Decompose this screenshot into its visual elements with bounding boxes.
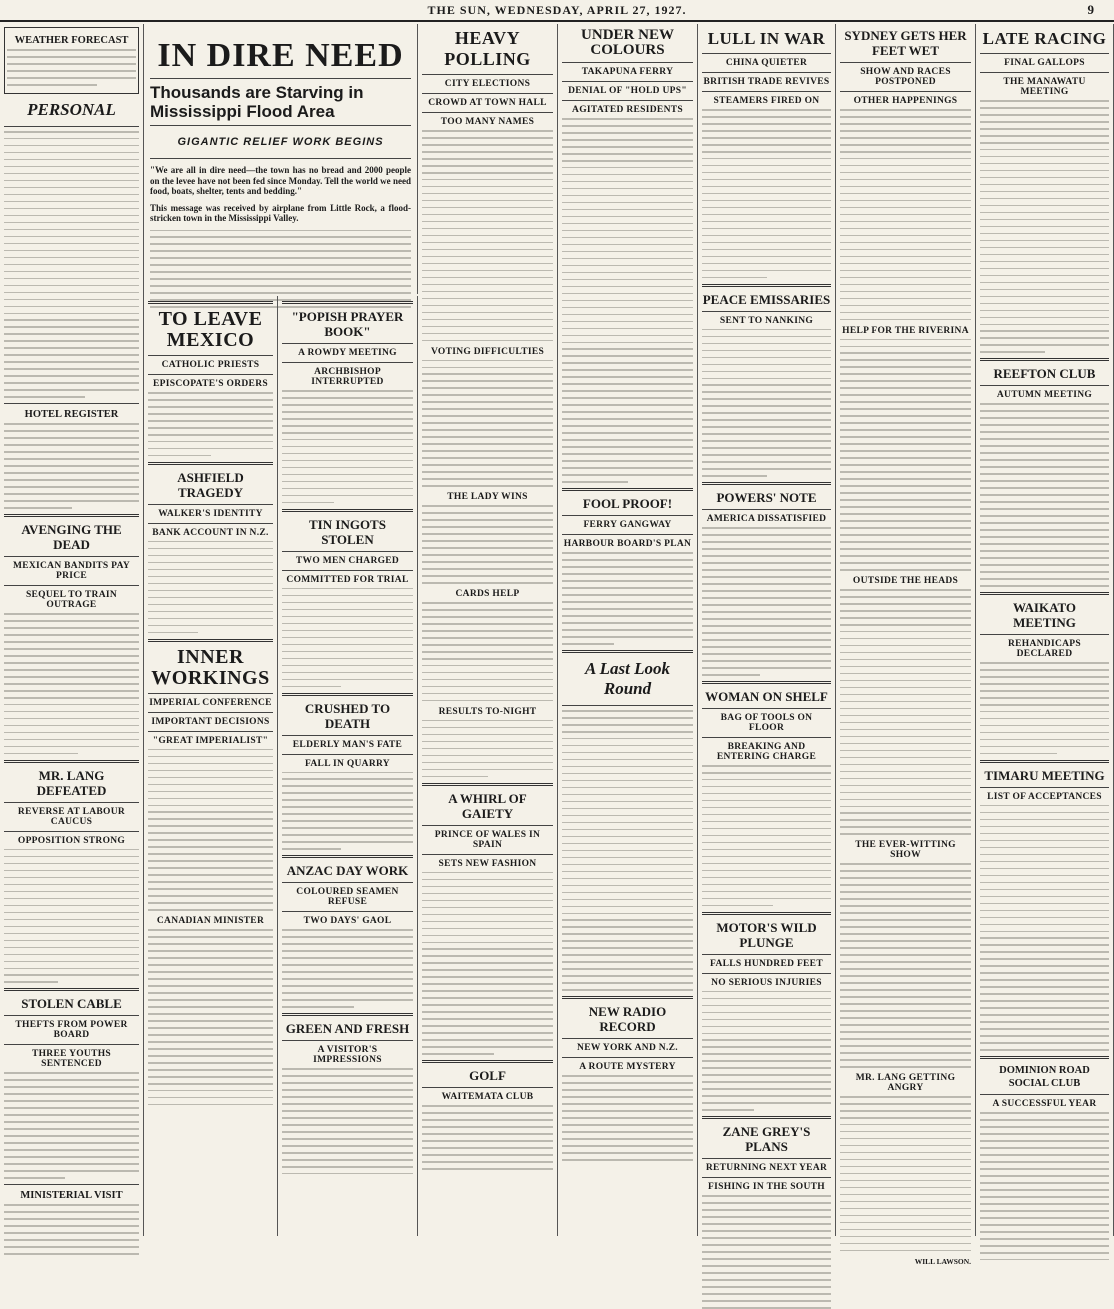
- golf-text: [422, 1105, 553, 1169]
- avenging-text: [4, 613, 139, 754]
- lady-text: [422, 505, 553, 583]
- paper-dateline: THE SUN, WEDNESDAY, APRIL 27, 1927.: [427, 3, 687, 17]
- tin-deck-1: TWO MEN CHARGED: [295, 555, 400, 566]
- racing-headline: LATE RACING: [982, 29, 1107, 48]
- lull-text: [702, 109, 831, 278]
- tin-deck-2: COMMITTED FOR TRIAL: [286, 574, 409, 585]
- popish-deck-1: A ROWDY MEETING: [298, 348, 397, 358]
- dominion-headline: DOMINION ROAD SOCIAL CLUB: [999, 1065, 1090, 1090]
- woman-headline: WOMAN ON SHELF: [705, 688, 828, 704]
- polling-text: [422, 130, 553, 341]
- fool-deck-2: HARBOUR BOARD'S PLAN: [563, 539, 692, 550]
- column-5: [558, 24, 698, 1236]
- anzac-text: [282, 929, 413, 1007]
- fool-headline: FOOL PROOF!: [582, 496, 673, 512]
- racing-deck-2: THE MANAWATU MEETING: [1003, 77, 1086, 97]
- lang-deck-1: REVERSE AT LABOUR CAUCUS: [17, 806, 126, 827]
- ashfield-deck-1: WALKER'S IDENTITY: [158, 508, 263, 519]
- voting-text: [422, 360, 553, 487]
- weather-box: [4, 27, 139, 94]
- results-subhead: RESULTS TO-NIGHT: [438, 706, 537, 717]
- everything-subhead: THE EVER-WITTING SHOW: [855, 840, 956, 861]
- cards-text: [422, 602, 553, 701]
- crushed-headline: CRUSHED TO DEATH: [304, 700, 391, 731]
- anzac-deck-2: TWO DAYS' GAOL: [303, 916, 392, 927]
- powers-text: [702, 527, 831, 675]
- mexico-headline: TO LEAVE MEXICO: [158, 308, 263, 351]
- column-4: [418, 24, 558, 1236]
- crushed-text: [282, 772, 413, 850]
- woman-text: [702, 765, 831, 906]
- fool-text: [562, 552, 693, 644]
- motor-text: [702, 991, 831, 1111]
- everything-text: [840, 863, 971, 1067]
- woman-deck-2: BREAKING AND ENTERING CHARGE: [716, 741, 817, 762]
- timaru-deck: LIST OF ACCEPTANCES: [987, 791, 1102, 802]
- avenging-deck-2: SEQUEL TO TRAIN OUTRAGE: [25, 590, 118, 611]
- masthead: [0, 0, 1114, 22]
- golf-headline: GOLF: [469, 1068, 506, 1084]
- lastlook-headline: A Last Look Round: [584, 658, 670, 698]
- golf-deck: WAITEMATA CLUB: [441, 1092, 534, 1103]
- lead-quote: "We are all in dire need—the town has no bread and 2000 people on the levee have not been fed since Monday. Tell the world we need food, boats, shelter, tents and bedding.": [150, 165, 411, 196]
- ashfield-headline: ASHFIELD TRAGEDY: [177, 469, 244, 500]
- inner-headline: INNER WORKINGS: [151, 645, 270, 689]
- timaru-headline: TIMARU MEETING: [984, 767, 1105, 783]
- cable-deck-2: THREE YOUTHS SENTENCED: [31, 1049, 111, 1070]
- outside-subhead: OUTSIDE THE HEADS: [852, 575, 959, 586]
- colours-deck-2: DENIAL OF "HOLD UPS": [568, 86, 687, 96]
- zane-headline: ZANE GREY'S PLANS: [722, 1124, 811, 1155]
- green-deck-1: A VISITOR'S IMPRESSIONS: [313, 1045, 382, 1066]
- lang-angry-text: [840, 1096, 971, 1251]
- lastlook-text: [562, 710, 693, 991]
- inner-text: [148, 749, 273, 911]
- page-number: 9: [1087, 2, 1094, 17]
- lang-headline: MR. LANG DEFEATED: [36, 767, 107, 798]
- inner-deck-1: IMPERIAL CONFERENCE: [149, 697, 272, 708]
- peace-headline: PEACE EMISSARIES: [702, 291, 831, 307]
- results-text: [422, 720, 553, 777]
- anzac-headline: ANZAC DAY WORK: [286, 863, 409, 879]
- avenging-headline: AVENGING THE DEAD: [21, 522, 122, 553]
- canada-minister-text: [148, 929, 273, 1105]
- avenging-deck-1: MEXICAN BANDITS PAY PRICE: [12, 561, 131, 582]
- visit-headline: MINISTERIAL VISIT: [20, 1190, 123, 1202]
- canada-minister-headline: CANADIAN MINISTER: [156, 916, 265, 927]
- waikato-headline: WAIKATO MEETING: [1012, 600, 1077, 630]
- polling-deck-2: CROWD AT TOWN HALL: [428, 98, 547, 108]
- lead-paragraph: This message was received by airplane from Little Rock, a flood-stricken town in the Mississippi Valley.: [150, 202, 411, 223]
- column-6: [698, 24, 836, 1236]
- whirl-deck-1: PRINCE OF WALES IN SPAIN: [434, 829, 541, 850]
- reefton-headline: REEFTON CLUB: [993, 366, 1096, 382]
- fool-deck-1: FERRY GANGWAY: [583, 520, 672, 531]
- crushed-deck-2: FALL IN QUARRY: [305, 758, 390, 769]
- motor-deck-1: FALLS HUNDRED FEET: [710, 958, 823, 969]
- lull-deck-2: BRITISH TRADE REVIVES: [703, 77, 830, 87]
- reefton-deck: AUTUMN MEETING: [996, 390, 1093, 401]
- colours-deck-1: TAKAPUNA FERRY: [581, 67, 674, 77]
- zane-deck-2: FISHING IN THE SOUTH: [708, 1182, 825, 1193]
- radio-deck-2: A ROUTE MYSTERY: [579, 1062, 676, 1073]
- mexico-deck-2: EPISCOPATE'S ORDERS: [153, 379, 268, 389]
- anzac-deck-1: COLOURED SEAMEN REFUSE: [296, 887, 399, 908]
- polling-headline: HEAVY POLLING: [444, 28, 531, 69]
- sydney-deck-1: SHOW AND RACES POSTPONED: [860, 67, 951, 87]
- polling-deck-3: TOO MANY NAMES: [440, 117, 535, 127]
- riverina-text: [840, 339, 971, 571]
- dominion-text: [980, 1112, 1109, 1260]
- weather-text: [7, 49, 136, 86]
- timaru-text: [980, 805, 1109, 1051]
- personal-headline: PERSONAL: [27, 99, 116, 119]
- zane-text: [702, 1195, 831, 1308]
- lull-headline: LULL IN WAR: [707, 29, 826, 48]
- mexico-deck-1: CATHOLIC PRIESTS: [161, 360, 260, 370]
- cable-deck-1: THEFTS FROM POWER BOARD: [15, 1020, 128, 1041]
- radio-text: [562, 1075, 693, 1160]
- peace-deck: SENT TO NANKING: [719, 315, 814, 326]
- hotel-register-text: [4, 423, 139, 508]
- peace-text: [702, 329, 831, 477]
- column-8: [976, 24, 1114, 1236]
- racing-deck-1: FINAL GALLOPS: [1004, 58, 1085, 68]
- visit-text: [4, 1204, 139, 1254]
- riverina-subhead: HELP FOR THE RIVERINA: [842, 325, 969, 336]
- whirl-headline: A WHIRL OF GAIETY: [448, 790, 527, 821]
- lead-headline: IN DIRE NEED: [157, 37, 404, 74]
- powers-headline: POWERS' NOTE: [716, 490, 817, 506]
- green-text: [282, 1068, 413, 1174]
- motor-deck-2: NO SERIOUS INJURIES: [711, 977, 822, 988]
- whirl-deck-2: SETS NEW FASHION: [438, 858, 537, 869]
- popish-text: [282, 390, 413, 503]
- sydney-headline: SYDNEY GETS HER FEET WET: [844, 28, 967, 58]
- waikato-deck: REHANDICAPS DECLARED: [1008, 639, 1081, 659]
- inner-deck-2: IMPORTANT DECISIONS: [151, 716, 270, 727]
- byline-author: WILL LAWSON.: [914, 1256, 971, 1266]
- personal-text: [4, 131, 139, 398]
- voting-subhead: VOTING DIFFICULTIES: [430, 346, 545, 357]
- tin-text: [282, 588, 413, 687]
- column-1: [0, 24, 144, 1236]
- waikato-text: [980, 662, 1109, 754]
- radio-deck-1: NEW YORK AND N.Z.: [577, 1043, 678, 1054]
- column-2: [144, 296, 278, 1236]
- colours-deck-3: AGITATED RESIDENTS: [572, 105, 683, 115]
- whirl-text: [422, 872, 553, 1055]
- cards-subhead: CARDS HELP: [455, 589, 520, 600]
- column-3: [278, 296, 418, 1236]
- green-headline: GREEN AND FRESH: [285, 1021, 410, 1037]
- polling-deck-1: CITY ELECTIONS: [444, 79, 531, 89]
- zane-deck-1: RETURNING NEXT YEAR: [705, 1163, 828, 1174]
- lull-deck-1: CHINA QUIETER: [725, 58, 808, 68]
- sydney-text: [840, 109, 971, 320]
- lead-deck: GIGANTIC RELIEF WORK BEGINS: [177, 136, 384, 148]
- ashfield-text: [148, 541, 273, 633]
- popish-deck-2: ARCHBISHOP INTERRUPTED: [311, 367, 384, 387]
- hotel-register-headline: HOTEL REGISTER: [24, 409, 119, 421]
- sydney-deck-2: OTHER HAPPENINGS: [853, 96, 958, 106]
- powers-deck: AMERICA DISSATISFIED: [706, 514, 827, 525]
- popish-headline: "POPISH PRAYER BOOK": [291, 309, 404, 339]
- mexico-text: [148, 392, 273, 456]
- reefton-text: [980, 403, 1109, 586]
- radio-headline: NEW RADIO RECORD: [588, 1004, 667, 1035]
- lull-deck-3: STEAMERS FIRED ON: [713, 96, 820, 106]
- column-7: [836, 24, 976, 1266]
- cable-headline: STOLEN CABLE: [21, 996, 122, 1012]
- woman-deck-1: BAG OF TOOLS ON FLOOR: [720, 712, 813, 733]
- inner-deck-3: "GREAT IMPERIALIST": [152, 735, 269, 746]
- motor-headline: MOTOR'S WILD PLUNGE: [716, 919, 817, 950]
- lead-story: [144, 24, 418, 294]
- lang-angry-subhead: MR. LANG GETTING ANGRY: [855, 1072, 956, 1093]
- dominion-deck: A SUCCESSFUL YEAR: [992, 1099, 1097, 1110]
- colours-text: [562, 118, 693, 483]
- cable-text: [4, 1072, 139, 1178]
- lang-text: [4, 849, 139, 983]
- lead-subheadline: Thousands are Starving in Mississippi Flood Area: [150, 83, 364, 121]
- lady-subhead: THE LADY WINS: [447, 492, 528, 503]
- weather-headline: WEATHER FORECAST: [14, 35, 129, 46]
- crushed-deck-1: ELDERLY MAN'S FATE: [292, 739, 403, 750]
- lang-deck-2: OPPOSITION STRONG: [17, 835, 126, 846]
- tin-headline: TIN INGOTS STOLEN: [309, 516, 386, 547]
- outside-text: [840, 589, 971, 835]
- ashfield-deck-2: BANK ACCOUNT IN N.Z.: [152, 527, 269, 538]
- racing-text: [980, 100, 1109, 353]
- colours-headline: UNDER NEW COLOURS: [581, 27, 674, 58]
